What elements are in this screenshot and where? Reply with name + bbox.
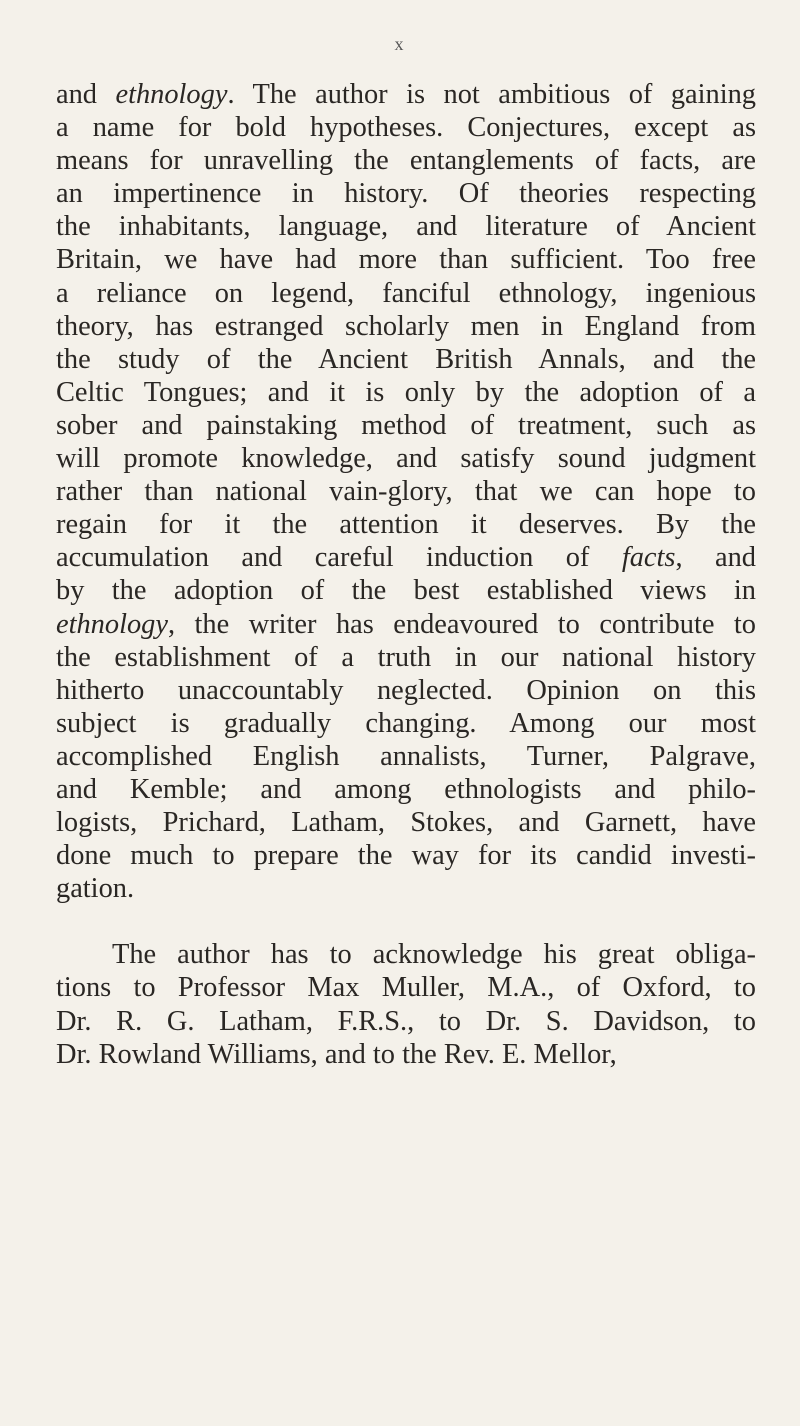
text-line	[56, 78, 756, 111]
text-line	[56, 574, 756, 607]
text-line	[56, 210, 756, 243]
text-span: subject is gradually changing. Among our most	[56, 707, 756, 739]
text-line	[56, 608, 756, 641]
text-span: a name for bold hypotheses. Conjectures, except as	[56, 112, 756, 144]
text-span: , and	[675, 542, 756, 574]
text-line	[56, 177, 756, 210]
text-span: tions to Professor Max Muller, M.A., of Oxford, to	[56, 972, 756, 1004]
text-line	[56, 641, 756, 674]
paragraph-2	[56, 938, 756, 1070]
text-span: and Kemble; and among ethnologists and philo-	[56, 773, 756, 805]
text-span: . The author is not ambitious of gaining	[227, 79, 756, 110]
paragraph-1	[56, 78, 756, 905]
text-span: Britain, we have had more than sufficient. Too free	[56, 244, 756, 276]
text-span: hitherto unaccountably neglected. Opinion on this	[56, 674, 756, 706]
text-span: by the adoption of the best established views in	[56, 575, 756, 607]
text-line	[56, 343, 756, 376]
text-line	[56, 806, 756, 839]
text-line	[56, 872, 756, 905]
paragraph-gap	[56, 905, 756, 938]
text-line	[56, 409, 756, 442]
text-span: an impertinence in history. Of theories respecting	[56, 178, 756, 210]
text-span: the study of the Ancient British Annals, and the	[56, 343, 756, 375]
text-span: regain for it the attention it deserves. By the	[56, 509, 756, 541]
text-span: Dr. R. G. Latham, F.R.S., to Dr. S. Davidson, to	[56, 1005, 756, 1037]
text-span: done much to prepare the way for its candid investi-	[56, 840, 756, 872]
body-text	[56, 78, 756, 1071]
text-span: Dr. Rowland Williams, and to the Rev. E. Mellor,	[56, 1038, 617, 1070]
text-span: and	[56, 79, 116, 110]
text-line	[56, 1005, 756, 1038]
text-span: means for unravelling the entanglements of facts, are	[56, 145, 756, 177]
page-number: x	[394, 34, 406, 54]
text-span: gation.	[56, 873, 135, 905]
text-line	[56, 277, 756, 310]
text-span: will promote knowledge, and satisfy sound judgment	[56, 443, 756, 475]
text-line	[56, 541, 756, 574]
italic-text: ethnology	[56, 608, 168, 640]
text-span: the establishment of a truth in our national history	[56, 641, 756, 673]
text-line	[56, 508, 756, 541]
text-line	[56, 971, 756, 1004]
text-line	[56, 938, 756, 971]
text-line	[56, 144, 756, 177]
text-span: Celtic Tongues; and it is only by the adoption of a	[56, 376, 756, 408]
text-line	[56, 376, 756, 409]
text-line	[56, 740, 756, 773]
text-span: theory, has estranged scholarly men in England from	[56, 310, 756, 342]
text-span: the inhabitants, language, and literature of Ancient	[56, 211, 756, 243]
text-span: accumulation and careful induction of	[56, 542, 622, 574]
text-line	[56, 674, 756, 707]
text-line	[56, 839, 756, 872]
text-line	[56, 243, 756, 276]
italic-text: ethnology	[115, 79, 228, 110]
text-span: a reliance on legend, fanciful ethnology, ingenious	[56, 277, 756, 309]
text-line	[56, 1038, 756, 1071]
text-span: logists, Prichard, Latham, Stokes, and Garnett, have	[56, 807, 756, 839]
text-line	[56, 707, 756, 740]
text-span: sober and painstaking method of treatment, such as	[56, 409, 756, 441]
text-line	[56, 310, 756, 343]
text-span: rather than national vain-glory, that we can hope to	[56, 476, 756, 508]
text-line	[56, 111, 756, 144]
text-span: , the writer has endeavoured to contribute to	[167, 608, 756, 640]
text-line	[56, 442, 756, 475]
text-span: The author has to acknowledge his great obliga-	[112, 939, 756, 971]
text-span: accomplished English annalists, Turner, Palgrave,	[56, 740, 756, 772]
italic-text: facts	[621, 542, 676, 574]
text-line	[56, 773, 756, 806]
text-line	[56, 475, 756, 508]
